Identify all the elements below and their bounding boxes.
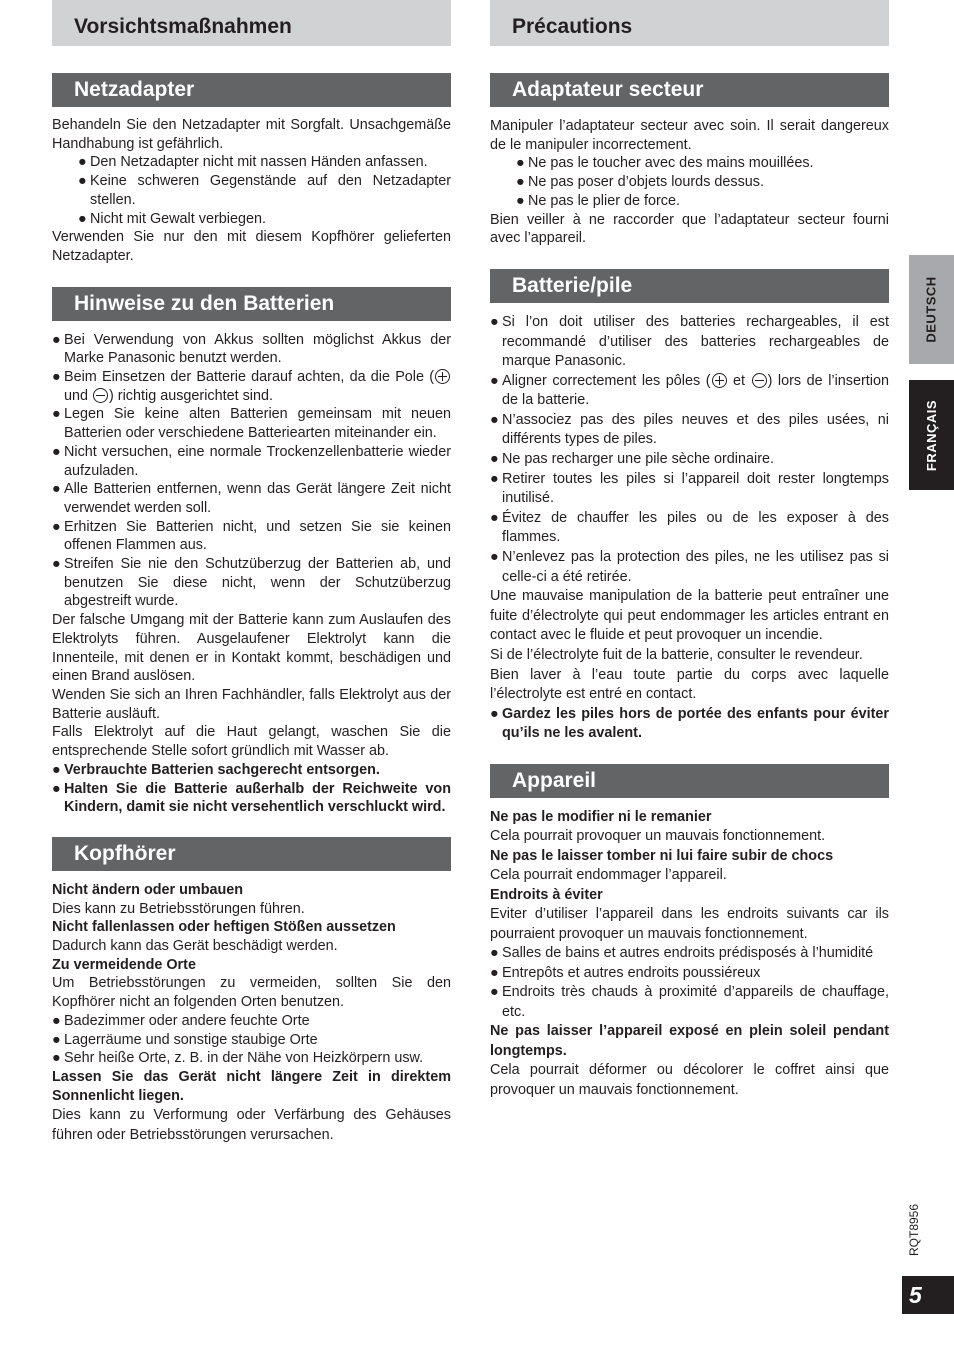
subheading: Lassen Sie das Gerät nicht längere Zeit in direktem Sonnenlicht liegen. [52, 1068, 451, 1104]
list-item: ● Alle Batterien entfernen, wenn das Gerät längere Zeit nicht verwendet werden soll. [52, 481, 451, 516]
paragraph: Dadurch kann das Gerät beschädigt werden. [52, 938, 338, 955]
subheading: Zu vermeidende Orte [52, 956, 196, 973]
bullet-icon: ● [52, 761, 61, 778]
bullet-icon: ● [52, 780, 61, 797]
list-item: ● Aligner correctement les pôles ( et ) lors de l’insertion de la batterie. [490, 372, 889, 411]
list-item: ● Keine schweren Gegenstände auf den Netzadapter stellen. [78, 173, 451, 208]
list-item: ● Den Netzadapter nicht mit nassen Händen anfassen. [78, 154, 428, 171]
list-item: ● Beim Einsetzen der Batterie darauf achten, da die Pole ( und ) richtig ausgerichtet sind. [52, 368, 451, 405]
subheading: Nicht fallenlassen oder heftigen Stößen aussetzen [52, 919, 396, 936]
list-item: ● Sehr heiße Orte, z. B. in der Nähe von Heizkörpern usw. [52, 1050, 424, 1067]
list-item: ● N’enlevez pas la protection des piles, ne les utilisez pas si celle-ci a été retirée. [490, 548, 889, 587]
list-item: ● Verbrauchte Batterien sachgerecht entsorgen. [52, 761, 380, 778]
list-item: ● Badezimmer oder andere feuchte Orte [52, 1012, 310, 1029]
bullet-icon: ● [490, 451, 499, 468]
list-item: ● N’associez pas des piles neuves et des piles usées, ni différents types de piles. [490, 411, 889, 450]
section-title-precautions: Précautions [490, 0, 889, 46]
batterie-content [490, 313, 889, 744]
bullet-icon: ● [52, 369, 61, 386]
bullet-icon: ● [516, 192, 525, 209]
column-deutsch [52, 0, 451, 1145]
list-item: ● Ne pas poser d’objets lourds dessus. [516, 174, 764, 191]
list-item: ● Halten Sie die Batterie außerhalb der Reichweite von Kindern, damit sie nicht versehentlich verschluckt wird. [52, 780, 451, 816]
list-item: ● Ne pas le plier de force. [516, 192, 680, 209]
paragraph: Cela pourrait endommager l’appareil. [490, 867, 727, 884]
bullet-icon: ● [52, 518, 61, 535]
tab-deutsch-label: DEUTSCH [924, 276, 939, 343]
section-title-vorsichtsmassnahmen: Vorsichtsmaßnahmen [52, 0, 451, 46]
heading-kopfhoerer: Kopfhörer [52, 837, 451, 871]
bullet-icon: ● [490, 984, 499, 1001]
list-item: ● Retirer toutes les piles si l’appareil doit rester longtemps inutilisé. [490, 470, 889, 509]
bullet-icon: ● [490, 549, 499, 566]
kopfhoerer-content [52, 881, 451, 1145]
subheading: Ne pas laisser l’appareil exposé en plein soleil pendant longtemps. [490, 1023, 889, 1059]
bullet-icon: ● [490, 470, 499, 487]
bullet-icon: ● [490, 509, 499, 526]
list-item: ● Streifen Sie nie den Schutzüberzug der Batterien ab, und benutzen Sie diese nicht, wenn der Schutzüberzug abgestreift wurde. [52, 556, 451, 610]
list-item: ● Nicht mit Gewalt verbiegen. [78, 210, 266, 227]
heading-adaptateur-secteur: Adaptateur secteur [490, 73, 889, 107]
tab-francais-label: FRANÇAIS [924, 399, 940, 471]
list-item: ● Lagerräume und sonstige staubige Orte [52, 1031, 318, 1048]
heading-hinweise-batterien: Hinweise zu den Batterien [52, 287, 451, 321]
subheading: Ne pas le laisser tomber ni lui faire subir de chocs [490, 847, 834, 864]
list-item: ● Nicht versuchen, eine normale Trockenzellenbatterie wieder aufzuladen. [52, 443, 451, 479]
column-francais [490, 0, 889, 1100]
document-code: RQT8956 [907, 1203, 921, 1256]
list-item: ● Erhitzen Sie Batterien nicht, und setzen Sie sie keinen offenen Flammen aus. [52, 518, 451, 554]
bullet-icon: ● [490, 964, 499, 981]
page-number: 5 [902, 1276, 954, 1314]
paragraph: Wenden Sie sich an Ihren Fachhändler, falls Elektrolyt aus der Batterie ausläuft. [52, 686, 451, 722]
minus-pole-icon [93, 388, 108, 403]
paragraph: Der falsche Umgang mit der Batterie kann zum Auslaufen des Elektrolyts führen. Ausgelaufener Elektrolyt kann die Innenteile, mit denen er in Kontakt kommt, beschädigen und einen Brand auslösen. [52, 612, 451, 685]
bullet-icon: ● [490, 945, 499, 962]
bullet-icon: ● [490, 705, 499, 722]
paragraph: Eviter d’utiliser l’appareil dans les endroits suivants car ils pourraient provoquer un mauvais fonctionnement. [490, 906, 889, 942]
heading-batterie-pile: Batterie/pile [490, 269, 889, 303]
paragraph: Cela pourrait déformer ou décolorer le coffret ainsi que provoquer un mauvais fonctionnement. [490, 1062, 889, 1098]
adaptateur-content [490, 117, 889, 248]
paragraph: Behandeln Sie den Netzadapter mit Sorgfalt. Unsachgemäße Handhabung ist gefährlich. [52, 117, 451, 152]
bullet-icon: ● [52, 1050, 61, 1067]
bullet-icon: ● [52, 1012, 61, 1029]
paragraph: Une mauvaise manipulation de la batterie peut entraîner une fuite d’électrolyte qui peut endommager les articles entrant en contact avec le fluide et peut provoquer un incendie. [490, 588, 889, 644]
bullet-icon: ● [78, 154, 87, 171]
subheading: Ne pas le modifier ni le remanier [490, 808, 712, 825]
appareil-content [490, 808, 889, 1101]
bullet-icon: ● [490, 411, 499, 428]
list-item: ● Salles de bains et autres endroits prédisposés à l’humidité [490, 944, 889, 964]
batterien-content [52, 331, 451, 817]
list-item: ● Ne pas recharger une pile sèche ordinaire. [490, 450, 889, 470]
bullet-icon: ● [78, 173, 87, 190]
minus-pole-icon [752, 373, 767, 388]
bullet-icon: ● [516, 155, 525, 172]
list-item: ● Endroits très chauds à proximité d’appareils de chauffage, etc. [490, 983, 889, 1022]
bullet-icon: ● [516, 174, 525, 191]
paragraph: Manipuler l’adaptateur secteur avec soin. Il serait dangereux de le manipuler incorrectement. [490, 118, 889, 153]
bullet-icon: ● [52, 481, 61, 498]
bullet-icon: ● [52, 406, 61, 423]
paragraph: Si de l’électrolyte fuit de la batterie, consulter le revendeur. [490, 647, 863, 664]
list-item: ● Si l’on doit utiliser des batteries rechargeables, il est recommandé d’utiliser des batteries rechargeables de marque Panasonic. [490, 313, 889, 372]
bullet-icon: ● [52, 556, 61, 573]
paragraph: Um Betriebsstörungen zu vermeiden, sollten Sie den Kopfhörer nicht an folgenden Orten benutzen. [52, 975, 451, 1011]
tab-francais[interactable] [909, 380, 954, 490]
list-item: ● Évitez de chauffer les piles ou de les exposer à des flammes. [490, 509, 889, 548]
plus-pole-icon [712, 373, 727, 388]
paragraph: Dies kann zu Betriebsstörungen führen. [52, 900, 305, 917]
bullet-icon: ● [490, 313, 499, 330]
list-item: ● Bei Verwendung von Akkus sollten möglichst Akkus der Marke Panasonic benutzt werden. [52, 331, 451, 367]
list-item: ● Ne pas le toucher avec des mains mouillées. [516, 155, 814, 172]
list-item: ● Entrepôts et autres endroits poussiéreux [490, 964, 889, 984]
bullet-icon: ● [490, 372, 499, 389]
bullet-icon: ● [52, 1031, 61, 1048]
list-item: ● Legen Sie keine alten Batterien gemeinsam mit neuen Batterien oder verschiedene Batteriearten miteinander ein. [52, 406, 451, 442]
plus-pole-icon [435, 369, 450, 384]
paragraph: Cela pourrait provoquer un mauvais fonctionnement. [490, 828, 826, 845]
paragraph: Bien laver à l’eau toute partie du corps avec laquelle l’électrolyte est entré en contact. [490, 666, 889, 703]
subheading: Nicht ändern oder umbauen [52, 881, 244, 898]
heading-netzadapter: Netzadapter [52, 73, 451, 107]
paragraph: Verwenden Sie nur den mit diesem Kopfhörer gelieferten Netzadapter. [52, 229, 451, 264]
tab-deutsch[interactable] [909, 255, 954, 364]
heading-appareil: Appareil [490, 764, 889, 798]
netzadapter-content [52, 116, 451, 266]
bullet-icon: ● [78, 210, 87, 227]
bullet-icon: ● [52, 331, 61, 348]
paragraph: Bien veiller à ne raccorder que l’adaptateur secteur fourni avec l’appareil. [490, 211, 889, 247]
paragraph: Dies kann zu Verformung oder Verfärbung des Gehäuses führen oder Betriebsstörungen verursachen. [52, 1107, 451, 1144]
bullet-icon: ● [52, 443, 61, 460]
paragraph: Falls Elektrolyt auf die Haut gelangt, waschen Sie die entsprechende Stelle sofort gründlich mit Wasser ab. [52, 724, 451, 760]
subheading: Endroits à éviter [490, 886, 603, 903]
list-item: ● Gardez les piles hors de portée des enfants pour éviter qu’ils ne les avalent. [490, 705, 889, 744]
